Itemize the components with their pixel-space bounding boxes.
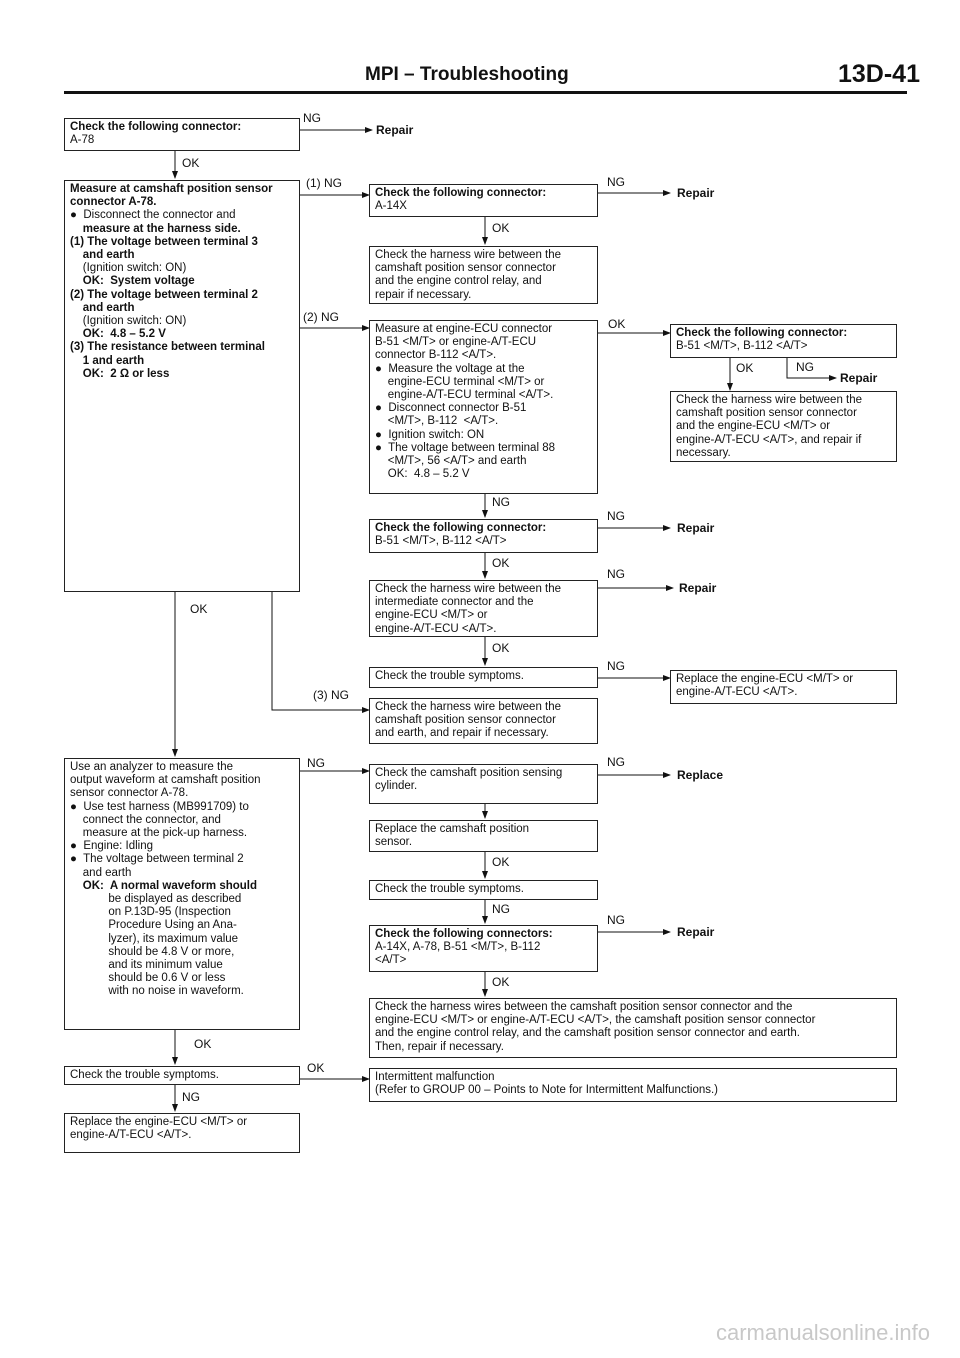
ok-label: OK: [190, 602, 208, 616]
repair-outcome: Repair: [376, 123, 414, 137]
ng-label: NG: [607, 175, 625, 189]
ng-label: NG: [303, 111, 321, 125]
ok-label: OK: [492, 855, 510, 869]
replace-cmp-sensor-box: Replace the camshaft position sensor.: [369, 820, 598, 852]
ng-label: NG: [796, 360, 814, 374]
ng-label: NG: [607, 913, 625, 927]
check-connector-a14x-box: Check the following connector: A-14X: [369, 184, 598, 217]
ng-label: NG: [607, 659, 625, 673]
check-harness-earth-box: Check the harness wire between the camshaft position sensor connector and earth, and repair if necessary.: [369, 698, 598, 744]
repair-outcome: Repair: [679, 581, 717, 595]
check-connectors-multi-box: Check the following connectors: A-14X, A-78, B-51 <M/T>, B-112 <A/T>: [369, 925, 598, 972]
ng-label: NG: [182, 1090, 200, 1104]
ok-label: OK: [492, 641, 510, 655]
ng-label: NG: [607, 567, 625, 581]
ok-label: OK: [194, 1037, 212, 1051]
ok-label: OK: [492, 556, 510, 570]
check-harness-wires-all-box: Check the harness wires between the camshaft position sensor connector and the engine-ECU <M/T> or engine-A/T-ECU <A/T>, the camshaft position sensor connector and the engine control relay, and the camshaft position sensor connector and earth. Then, repair if necessary.: [369, 998, 897, 1058]
ng-label: NG: [607, 755, 625, 769]
measure-ecu-connector-box: Measure at engine-ECU connector B-51 <M/T> or engine-A/T-ECU connector B-112 <A/T>. ● Measure the voltage at the engine-ECU terminal <M/T> or engine-A/T-ECU terminal <A/T>. ● Disconnect connector B-51 <M/T>, B-112 <A/T>. ● Ignition switch: ON ● The voltage between terminal 88 <M/T>, 56 <A/T> and earth OK: 4.8 – 5.2 V: [369, 320, 598, 494]
repair-outcome: Repair: [677, 925, 715, 939]
ok-label: OK: [608, 317, 626, 331]
check-connector-b51-right-box: Check the following connector: B-51 <M/T>, B-112 <A/T>: [670, 324, 897, 358]
check-trouble-symptoms-box-2: Check the trouble symptoms.: [369, 880, 598, 900]
page-number: 13D-41: [838, 60, 920, 88]
ok-label: OK: [492, 975, 510, 989]
ok-label: OK: [182, 156, 200, 170]
ok-label: OK: [492, 221, 510, 235]
repair-outcome: Repair: [840, 371, 878, 385]
ok-label: OK: [307, 1061, 325, 1075]
replace-ecu-box-2: Replace the engine-ECU <M/T> or engine-A/T-ECU <A/T>.: [64, 1113, 300, 1153]
check-harness-relay-box: Check the harness wire between the camshaft position sensor connector and the engine control relay, and repair if necessary.: [369, 246, 598, 304]
check-connector-a78-box: Check the following connector: A-78: [64, 118, 300, 151]
ng1-label: (1) NG: [306, 176, 342, 190]
ok-label: OK: [736, 361, 754, 375]
replace-outcome: Replace: [677, 768, 724, 782]
check-harness-intermediate-box: Check the harness wire between the intermediate connector and the engine-ECU <M/T> or engine-A/T-ECU <A/T>.: [369, 580, 598, 637]
ng-label: NG: [492, 902, 510, 916]
replace-ecu-box-1: Replace the engine-ECU <M/T> or engine-A/T-ECU <A/T>.: [670, 670, 897, 704]
ng-label: NG: [492, 495, 510, 509]
check-harness-ecu-box: Check the harness wire between the camshaft position sensor connector and the engine-ECU <M/T> or engine-A/T-ECU <A/T>, and repair if necessary.: [670, 391, 897, 462]
check-sensing-cylinder-box: Check the camshaft position sensing cylinder.: [369, 764, 598, 804]
repair-outcome: Repair: [677, 521, 715, 535]
measure-cmp-sensor-box: Measure at camshaft position sensor connector A-78. ● Disconnect the connector and measure at the harness side. (1) The voltage between terminal 3 and earth (Ignition switch: ON) OK: System voltage (2) The voltage between terminal 2 and earth (Ignition switch: ON) OK: 4.8 – 5.2 V (3) The resistance between terminal 1 and earth OK: 2 Ω or less: [64, 180, 300, 592]
repair-outcome: Repair: [677, 186, 715, 200]
ng-label: NG: [607, 509, 625, 523]
ng2-label: (2) NG: [303, 310, 339, 324]
check-trouble-symptoms-box-1: Check the trouble symptoms.: [369, 667, 598, 688]
analyzer-waveform-box: Use an analyzer to measure the output waveform at camshaft position sensor connector A-78. ● Use test harness (MB991709) to connect the connector, and measure at the pick-up harness. ● Engine: Idling ● The voltage between terminal 2 and earth OK: A normal waveform should be displayed as described on P.13D-95 (Inspection Procedure Using an Ana- lyzer), its maximum value should be 4.8 V or more, and its minimum value should be 0.6 V or less with no noise in waveform.: [64, 758, 300, 1030]
page-title: MPI – Troubleshooting: [365, 64, 569, 85]
intermittent-malfunction-box: Intermittent malfunction (Refer to GROUP 00 – Points to Note for Intermittent Malfunctions.): [369, 1068, 897, 1102]
ng-label: NG: [307, 756, 325, 770]
check-trouble-symptoms-box-3: Check the trouble symptoms.: [64, 1066, 300, 1085]
check-connector-b51-box: Check the following connector: B-51 <M/T>, B-112 <A/T>: [369, 519, 598, 553]
ng3-label: (3) NG: [313, 688, 349, 702]
watermark: carmanualsonline.info: [715, 1320, 930, 1345]
